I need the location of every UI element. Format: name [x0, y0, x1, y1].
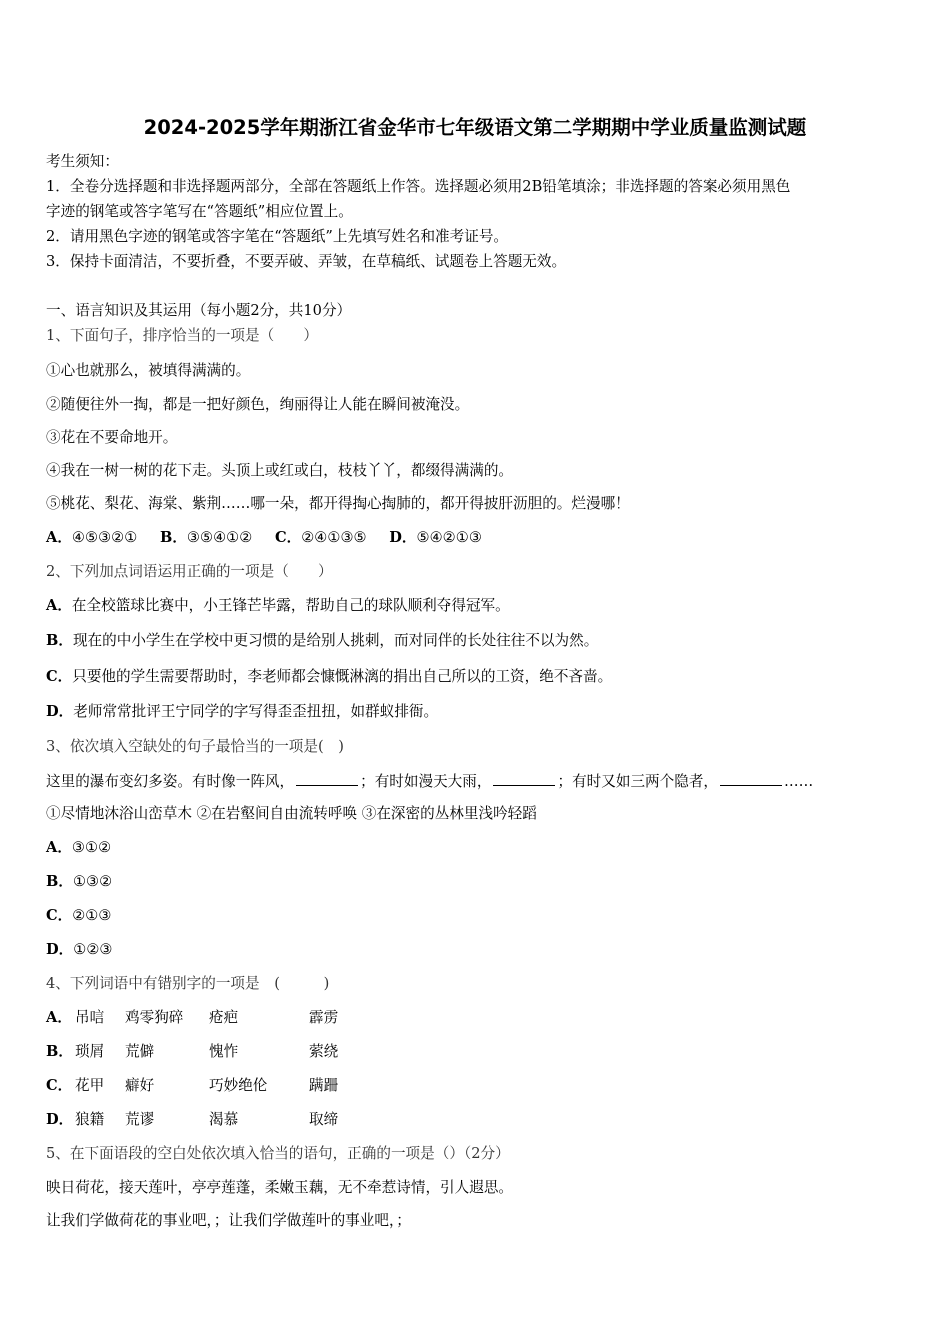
question-3-stem: 3、依次填入空缺处的句子最恰当的一项是( ) [46, 738, 344, 755]
section-heading: 一、语言知识及其运用（每小题2分，共10分） [46, 302, 352, 319]
notice-line-3: 3．保持卡面清洁，不要折叠，不要弄破、弄皱，在草稿纸、试题卷上答题无效。 [46, 253, 567, 270]
word: 蹒跚 [309, 1077, 339, 1094]
question-3-choices: ①尽情地沐浴山峦草木 ②在岩壑间自由流转呼唤 ③在深密的丛林里浅吟轻蹈 [46, 805, 537, 822]
notice-line-1a: 1．全卷分选择题和非选择题两部分，全部在答题纸上作答。选择题必须用2B铅笔填涂；非选择题的答案必须用黑色 [46, 178, 791, 195]
word: 癖好 [125, 1077, 155, 1094]
question-3-option-b[interactable] [46, 872, 112, 892]
option-text: 老师常常批评王宁同学的字写得歪歪扭扭，如群蚁排衙。 [73, 703, 439, 720]
option-label: D． [46, 1111, 74, 1128]
option-text: ②①③ [72, 907, 112, 924]
question-1-option-a[interactable] [46, 528, 137, 548]
question-3-passage [46, 771, 813, 792]
option-label: B． [46, 632, 73, 649]
question-5-stem: 5、在下面语段的空白处依次填入恰当的语句，正确的一项是（）（2分） [46, 1145, 510, 1162]
question-2-option-a[interactable] [46, 596, 510, 616]
notice-heading: 考生须知： [46, 153, 119, 170]
word: 荒谬 [125, 1111, 155, 1128]
option-text: 只要他的学生需要帮助时，李老师都会慷慨淋漓的捐出自己所以的工资，绝不吝啬。 [72, 668, 613, 685]
option-text: ④⑤③②① [71, 529, 138, 546]
word: 狼籍 [75, 1111, 105, 1128]
word: 疮疤 [209, 1009, 239, 1026]
option-label: C． [274, 529, 302, 546]
word: 愧怍 [209, 1043, 239, 1060]
question-2-stem: 2、下列加点词语运用正确的一项是（ ） [46, 563, 333, 580]
passage-part: ；有时如漫天大雨， [360, 773, 492, 790]
question-1-option-d[interactable] [389, 528, 482, 548]
word: 萦绕 [309, 1043, 339, 1060]
question-1-sentence-3: ③花在不要命地开。 [46, 429, 178, 446]
word: 巧妙绝伦 [209, 1077, 268, 1094]
question-2-option-c[interactable] [46, 667, 612, 687]
word: 渴慕 [209, 1111, 239, 1128]
option-label: C． [46, 907, 73, 924]
question-1-option-c[interactable] [275, 528, 367, 548]
question-1-sentence-2: ②随便往外一掏，都是一把好颜色，绚丽得让人能在瞬间被淹没。 [46, 396, 470, 413]
word: 琐屑 [75, 1043, 105, 1060]
question-1-sentence-1: ①心也就那么，被填得满满的。 [46, 362, 251, 379]
option-label: A． [46, 597, 72, 614]
option-text: ①③② [72, 873, 113, 890]
option-text: 在全校篮球比赛中，小王锋芒毕露，帮助自己的球队顺利夺得冠军。 [71, 597, 510, 614]
option-label: B． [159, 529, 187, 546]
question-1-stem: 1、下面句子，排序恰当的一项是（ ） [46, 327, 318, 344]
option-text: ①②③ [73, 941, 113, 958]
passage-part: ；有时又如三两个隐者， [557, 773, 719, 790]
fill-blank-3[interactable] [720, 771, 782, 786]
question-5-passage-2: 让我们学做荷花的事业吧，；让我们学做莲叶的事业吧，； [46, 1212, 411, 1229]
option-label: A． [46, 1009, 72, 1026]
option-text: 现在的中小学生在学校中更习惯的是给别人挑刺，而对同伴的长处往往不以为然。 [72, 632, 599, 649]
option-text: ③⑤④①② [186, 529, 253, 546]
option-label: B． [46, 873, 73, 890]
option-label: D． [389, 529, 417, 546]
option-text: ②④①③⑤ [301, 529, 367, 546]
question-4-stem: 4、下列词语中有错别字的一项是 ( ) [46, 975, 330, 992]
question-3-option-c[interactable] [46, 906, 111, 926]
word: 吊唁 [75, 1009, 105, 1026]
word: 花甲 [75, 1077, 105, 1094]
option-label: A． [46, 529, 72, 546]
option-label: B． [46, 1043, 73, 1060]
word: 荒僻 [125, 1043, 155, 1060]
option-label: D． [46, 941, 74, 958]
question-3-option-a[interactable] [46, 838, 111, 858]
question-1-option-b[interactable] [160, 528, 252, 548]
passage-part: 这里的瀑布变幻多姿。有时像一阵风， [46, 773, 295, 790]
option-text: ⑤④②①③ [416, 529, 482, 546]
notice-line-1b: 字迹的钢笔或答字笔写在“答题纸”相应位置上。 [46, 203, 353, 220]
option-label: A． [46, 839, 72, 856]
word: 鸡零狗碎 [125, 1009, 184, 1026]
question-2-option-d[interactable] [46, 702, 438, 722]
question-1-sentence-4: ④我在一树一树的花下走。头顶上或红或白，枝枝丫丫，都缀得满满的。 [46, 462, 514, 479]
notice-line-2: 2．请用黑色字迹的钢笔或答字笔在“答题纸”上先填写姓名和准考证号。 [46, 228, 509, 245]
question-1-sentence-5: ⑤桃花、梨花、海棠、紫荆……哪一朵，都开得掏心掏肺的，都开得披肝沥胆的。烂漫哪！ [46, 495, 630, 512]
passage-part: …… [784, 773, 814, 790]
fill-blank-2[interactable] [493, 771, 555, 786]
word: 霹雳 [309, 1009, 339, 1026]
question-5-passage-1: 映日荷花，接天莲叶，亭亭莲蓬，柔嫩玉藕，无不牵惹诗情，引人遐思。 [46, 1179, 514, 1196]
question-1-options [46, 528, 500, 548]
fill-blank-1[interactable] [296, 771, 358, 786]
question-2-option-b[interactable] [46, 631, 598, 651]
option-text: ③①② [71, 839, 112, 856]
option-label: D． [46, 703, 74, 720]
question-3-option-d[interactable] [46, 940, 113, 960]
page-title: 2024-2025学年期浙江省金华市七年级语文第二学期期中学业质量监测试题 [143, 116, 807, 139]
word: 取缔 [309, 1111, 339, 1128]
option-label: C． [46, 668, 73, 685]
option-label: C． [46, 1077, 73, 1094]
